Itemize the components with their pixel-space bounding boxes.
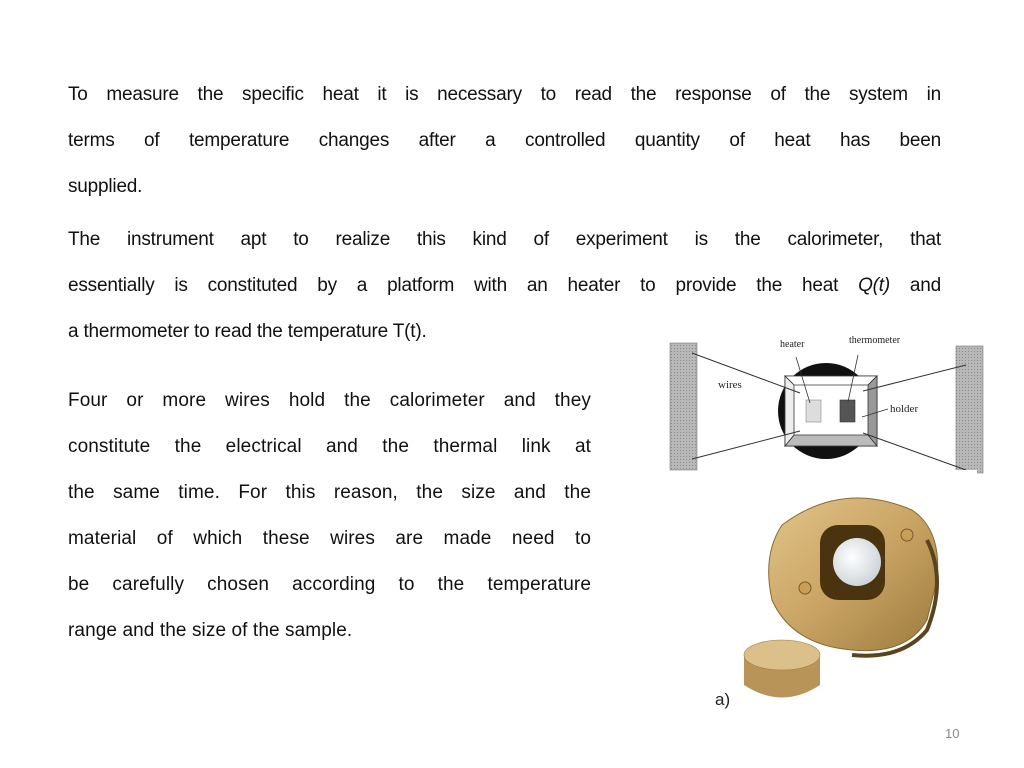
text-line: the same time. For this reason, the size and the [68,482,591,503]
heat-symbol: Q(t) [858,275,890,296]
label-holder: holder [890,403,919,415]
photo-label: a) [715,690,731,709]
text-line: To measure the specific heat it is necessary to read the response of the system in [68,84,941,105]
label-thermometer: thermometer [849,335,901,346]
text-line: Four or more wires hold the calorimeter and they [68,390,591,411]
label-wires: wires [718,379,742,391]
text-line: The instrument apt to realize this kind of experiment is the calorimeter, that [68,229,941,250]
text-line: supplied. [68,176,143,197]
label-heater: heater [780,339,805,350]
text-segment: essentially is constituted by a platform with an heater to provide the heat [68,275,859,296]
paragraph-intro [68,72,941,210]
text-line: a thermometer to read the temperature T(t). [68,321,427,342]
text-line: be carefully chosen according to the temperature [68,574,591,595]
text-segment: and [889,275,941,296]
text-line: material of which these wires are made need to [68,528,591,549]
text-line: constitute the electrical and the thermal link at [68,436,591,457]
text-line: range and the size of the sample. [68,620,353,641]
paragraph-wires [68,378,591,654]
calorimeter-photo [712,470,977,720]
text-line [68,263,941,309]
text-line: terms of temperature changes after a controlled quantity of heat has been [68,130,941,151]
page-number: 10 [945,726,960,741]
calorimeter-diagram [668,333,984,478]
